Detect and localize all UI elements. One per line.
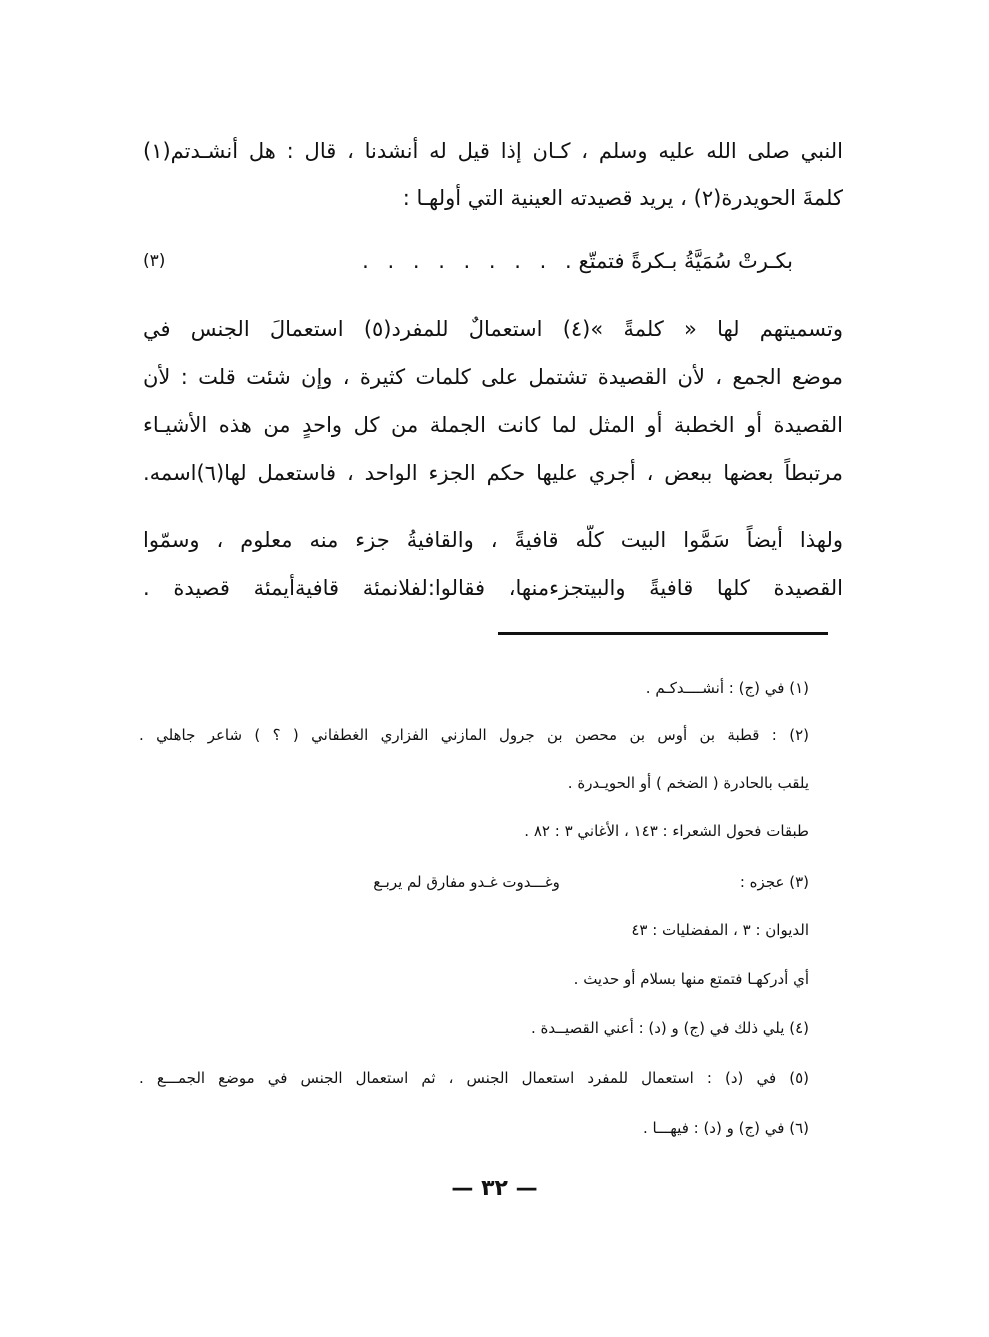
body-line-8: القصيدة كلها قافيةً والبيتجزءمنها، فقالوا:لفلانمئة قافيةأيمئة قصيدة . [143, 576, 843, 600]
footnote-4: (٤) يلي ذلك في (ج) و (د) : أعني القصيــدة . [530, 1019, 809, 1037]
footnote-3-line-3: أي أدركهـا فتمتع منها بسلام أو حديث . [573, 970, 809, 988]
footnote-2-line-3: طبقات فحول الشعراء : ١٤٣ ، الأغاني ٣ : ٨٢ . [524, 822, 809, 840]
body-line-6: مرتبطاً بعضها ببعض ، أجري عليها حكم الجزء الواحد ، فاستعمل لها(٦)اسمه. [143, 461, 843, 485]
page-number: — ٣٢ — [451, 1176, 538, 1201]
body-line-2: كلمةَ الحويدرة(٢) ، يريد قصيدته العينية التي أولهـا : [402, 186, 843, 210]
verse-hemistich: بكـرتْ سُمَيَّةُ بـكرةً فتمتّع [578, 249, 793, 273]
body-line-4: موضع الجمع ، لأن القصيدة تشتمل على كلمات كثيرة ، وإن شئت قلت : لأن [143, 365, 843, 389]
footnote-2-line-2: يلقب بالحادرة ( الضخم ) أو الحويـدرة . [567, 774, 809, 792]
body-line-5: القصيدة أو الخطبة أو المثل لما كانت الجملة من كل واحدٍ من هذه الأشيـاء [143, 413, 843, 437]
footnote-separator [498, 632, 828, 635]
verse-footnote-ref: (٣) [143, 251, 166, 271]
body-line-1: النبي صلى الله عليه وسلم ، كـان إذا قيل له أنشدنا ، قال : هل أنشـدتم(١) [143, 139, 843, 163]
footnote-3-verse: وغـــدوت غـدو مفارق لم يربـع [373, 873, 560, 891]
footnote-5: (٥) في (د) : استعمال للمفرد استعمال الجنس ، ثم استعمال الجنس في موضع الجمـــع . [139, 1069, 809, 1087]
verse-ellipsis: . . . . . . . . . . [362, 249, 603, 273]
footnote-3-line-2: الديوان : ٣ ، المفضليات : ٤٣ [631, 921, 809, 939]
footnote-2: (٢) : قطبة بن أوس بن محصن بن جرول المازني الفزاري الغطفاني ( ؟ ) شاعر جاهلي . [139, 726, 809, 744]
footnote-3-label: (٣) عجزه : [739, 873, 809, 891]
footnote-6: (٦) في (ج) و (د) : فيهـــا . [642, 1119, 809, 1137]
body-line-3: وتسميتهم لها « كلمةً »(٤) استعمالٌ للمفرد(٥) استعمالَ الجنس في [143, 317, 843, 341]
footnote-3 [373, 870, 809, 894]
verse-line [143, 244, 843, 278]
body-line-7: ولهذا أيضاً سَمَّوا البيت كلّه قافيةً ، والقافيةُ جزء منه معلوم ، وسمّوا [143, 528, 843, 552]
footnote-1: (١) في (ج) : أنشــــدكـم . [645, 679, 809, 697]
